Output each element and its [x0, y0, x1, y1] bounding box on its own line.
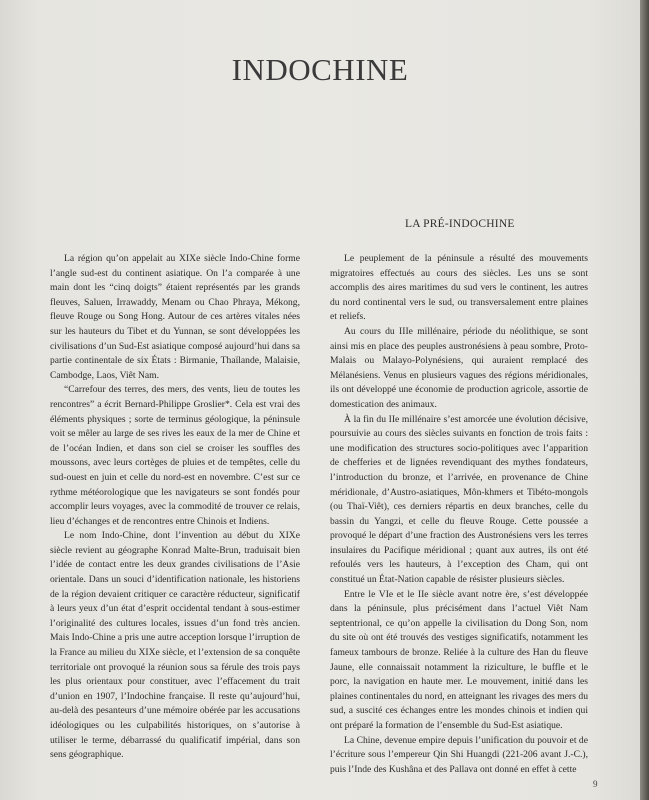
- page-number: 9: [593, 779, 598, 789]
- left-text-column: [50, 252, 300, 763]
- page-edge-shadow: [640, 0, 649, 800]
- paragraph: À la fin du IIe millénaire s’est amorcée une évolution décisive, poursuivie au cours des siècles suivants en fonction de trois faits : une modification des structures socio-politiques avec l’apparition de chefferies et de lignées revendiquant des mythes fondateurs, l’introduction du bronze, et l’arrivée, en provenance de Chine méridionale, d’Austro-asiatiques, Môn-khmers et Tibéto-mongols (ou Thaï-Viêt), ces derniers répartis en deux branches, celle du bassin du Yangzi, et celle du fleuve Rouge. Cette poussée a provoqué le départ d’une fraction des Austronésiens vers les terres insulaires du Pacifique méridional ; quant aux autres, ils ont été refoulés vers les hauteurs, à l’exception des Cham, qui ont constitué un État-Nation capable de résister plusieurs siècles.: [330, 413, 588, 586]
- paragraph: Au cours du IIIe millénaire, période du néolithique, se sont ainsi mis en place des peuples austronésiens à peau sombre, Proto-Malais ou Malayo-Polynésiens, qui auraient remplacé des Mélanésiens. Venus en plusieurs vagues des régions méridionales, ils ont développé une économie de production agricole, assortie de domestication des animaux.: [330, 325, 588, 410]
- paragraph: Le nom Indo-Chine, dont l’invention au début du XIXe siècle revient au géographe Konrad Malte-Brun, traduisait bien l’idée de contact entre les deux grandes civilisations de l’Asie orientale. Dans un souci d’identification nationale, les historiens de la région devaient critiquer ce caractère réducteur, significatif à leurs yeux d’un état d’esprit occidental tendant à sous-estimer l’originalité des cultures locales, issues d’un fond très ancien. Mais Indo-Chine a pris une autre acception lorsque l’irruption de la France au milieu du XIXe siècle, et l’extension de sa conquête territoriale ont provoqué la réunion sous sa férule des trois pays les plus orientaux pour constituer, avec l’effacement du trait d’union en 1907, l’Indochine française. Il reste qu’aujourd’hui, au-delà des pesanteurs d’une mémoire obérée par les accusations idéologiques ou les culpabilités historiques, on s’autorise à utiliser le terme, débarrassé du qualificatif impérial, dans son sens géographique.: [50, 530, 300, 761]
- paragraph: La Chine, devenue empire depuis l’unification du pouvoir et de l’écriture sous l’empereur Qin Shi Huangdi (221-206 avant J.-C.), puis l’Inde des Kushâna et des Pallava ont donné en effet à cette: [330, 734, 588, 775]
- page-title: INDOCHINE: [231, 52, 409, 87]
- right-text-column: [330, 252, 588, 777]
- paragraph: “Carrefour des terres, des mers, des vents, lieu de toutes les rencontres” a écrit Bernard-Philippe Groslier*. Cela est vrai des éléments physiques ; sorte de terminus géologique, la péninsule voit se mêler au large de ses rives les eaux de la mer de Chine et de l’océan Indien, et dans son ciel se croiser les souffles des moussons, avec leurs cortèges de pluies et de tempêtes, celle du sud-ouest en juin et celle du nord-est en novembre. C’est sur ce rythme météorologique que les navigateurs se sont fondés pour accomplir leurs voyages, avec la commodité de trouver ce relais, lieu d’échanges et de rencontres entre Chinois et Indiens.: [50, 384, 300, 527]
- paragraph: La région qu’on appelait au XIXe siècle Indo-Chine forme l’angle sud-est du continent asiatique. On l’a comparée à une main dont les “cinq doigts” étaient représentés par les grands fleuves, Saluen, Irrawaddy, Menam ou Chao Phraya, Mékong, fleuve Rouge ou Song Hong. Autour de ces artères vitales nées sur les hauteurs du Tibet et du Yunnan, se sont développées les civilisations d’un Sud-Est asiatique composé aujourd’hui dans sa partie continentale de six États : Birmanie, Thaïlande, Malaisie, Cambodge, Laos, Viêt Nam.: [50, 253, 300, 381]
- section-heading: LA PRÉ-INDOCHINE: [405, 218, 515, 230]
- paragraph: Le peuplement de la péninsule a résulté des mouvements migratoires effectués au cours des siècles. Les uns se sont accomplis des aires maritimes du sud vers le continent, les autres du nord continental vers le sud, ou transversalement entre plaines et reliefs.: [330, 253, 588, 323]
- paragraph: Entre le VIe et le IIe siècle avant notre ère, s’est développée dans la péninsule, plus précisément dans l’actuel Viêt Nam septentrional, ce qu’on appelle la civilisation du Dong Son, nom du site où ont été trouvés des vestiges significatifs, notamment les fameux tambours de bronze. Reliée à la culture des Han du fleuve Jaune, elle connaissait notamment la riziculture, le buffle et le porc, la navigation en haute mer. Le mouvement, initié dans les plaines continentales du nord, en atteignant les rivages des mers du sud, a suscité ces échanges entre les mondes chinois et indien qui ont préparé la formation de l’ensemble du Sud-Est asiatique.: [330, 588, 588, 731]
